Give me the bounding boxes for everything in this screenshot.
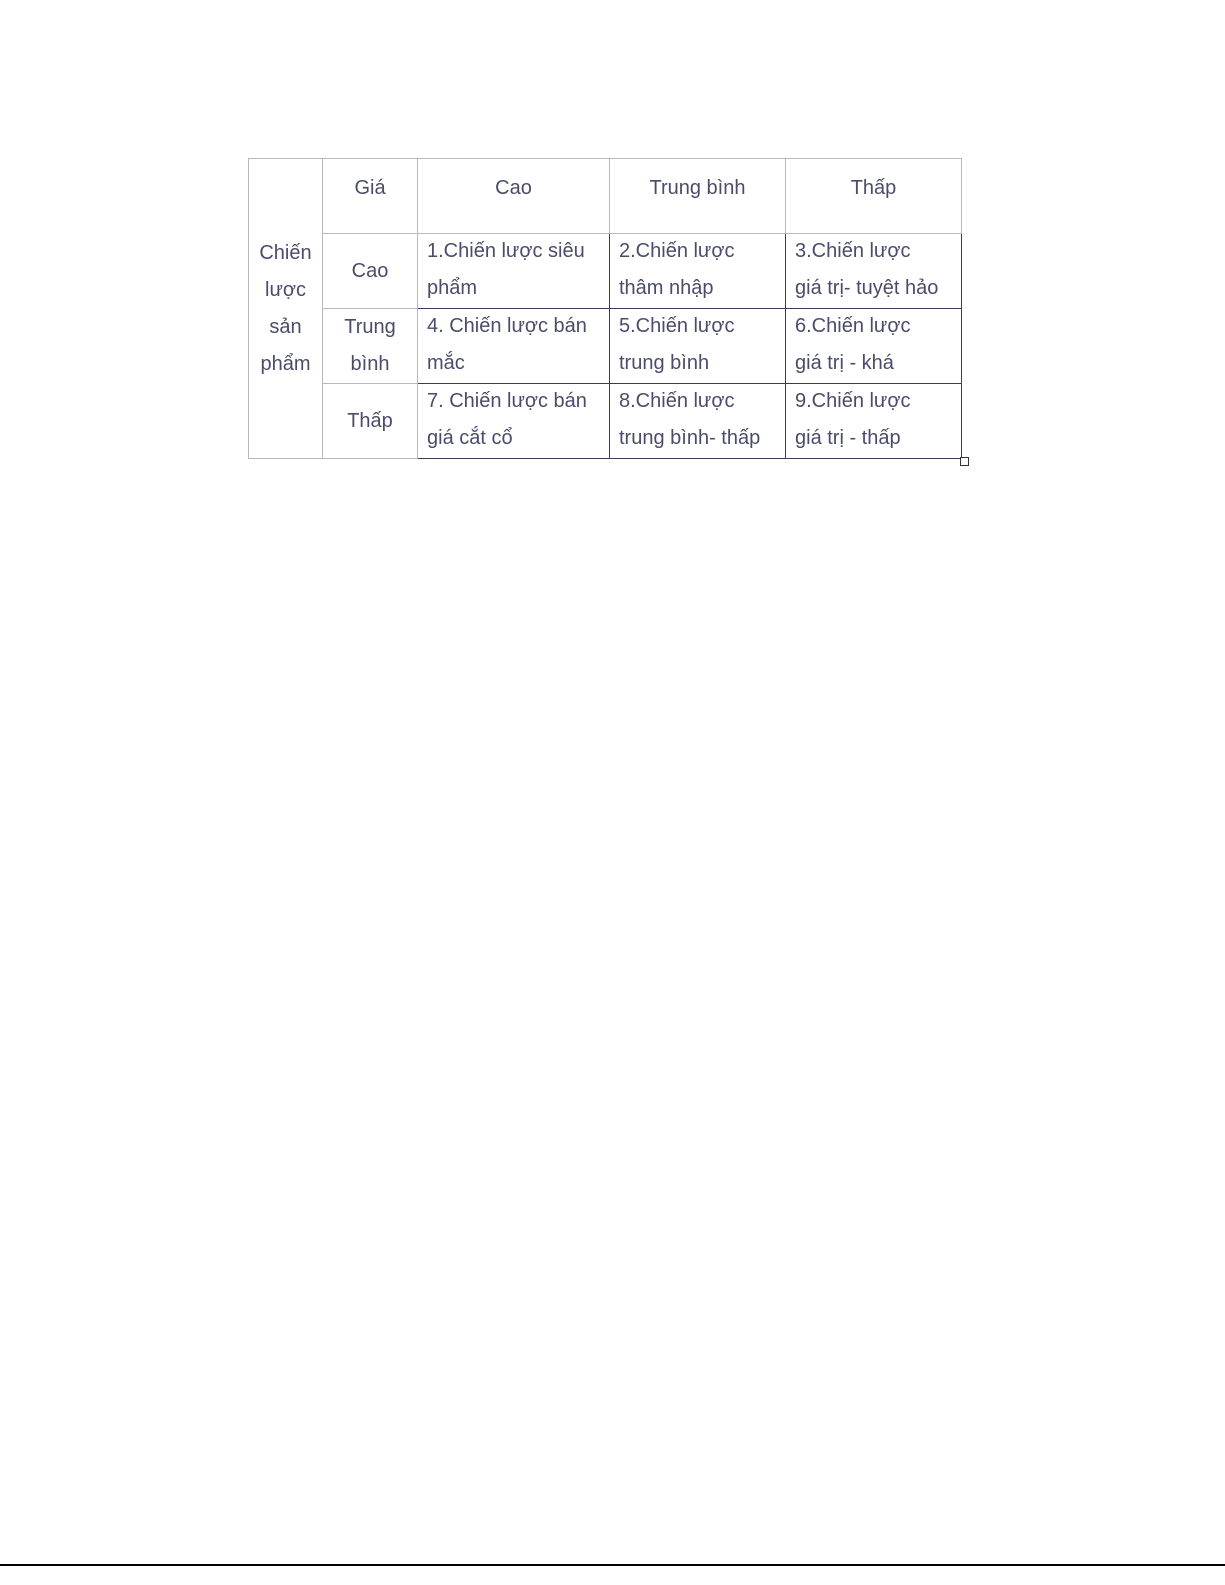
cell-line: giá cắt cổ [427, 427, 513, 449]
cell-line: 9.Chiến lược [795, 390, 911, 412]
table-row [249, 384, 962, 459]
strategy-cell [610, 234, 786, 309]
cell-line: thâm nhập [619, 277, 714, 299]
cell-line: giá trị- tuyệt hảo [795, 277, 939, 299]
axis-label-line: sản [269, 315, 302, 338]
cell-line: 7. Chiến lược bán [427, 390, 587, 412]
table-row [249, 234, 962, 309]
cell-line: giá trị - khá [795, 352, 894, 374]
column-header: Cao [418, 159, 610, 234]
column-header: Trung bình [610, 159, 786, 234]
cell-line: trung bình [619, 352, 710, 374]
row-header-line: Trung [344, 316, 396, 338]
table-row [249, 309, 962, 384]
row-header: Thấp [323, 384, 418, 459]
strategy-cell [786, 309, 962, 384]
axis-label-line: Chiến [259, 241, 312, 264]
cell-line: 1.Chiến lược siêu [427, 240, 585, 262]
cell-line: mắc [427, 352, 465, 374]
row-header: Cao [323, 234, 418, 309]
cell-line: 2.Chiến lược [619, 240, 735, 262]
strategy-cell [418, 234, 610, 309]
cell-line: 4. Chiến lược bán [427, 315, 587, 337]
cell-line: 3.Chiến lược [795, 240, 911, 262]
row-header-line: bình [350, 353, 390, 375]
cell-line: 5.Chiến lược [619, 315, 735, 337]
strategy-cell [610, 309, 786, 384]
header-row [249, 159, 962, 234]
cell-line: phẩm [427, 277, 478, 299]
cell-line: 6.Chiến lược [795, 315, 911, 337]
strategy-matrix-table [248, 158, 962, 459]
cell-line: trung bình- thấp [619, 427, 761, 449]
row-header [323, 309, 418, 384]
strategy-cell [786, 234, 962, 309]
axis-label-line: phẩm [260, 352, 311, 375]
column-header: Thấp [786, 159, 962, 234]
page-bottom-rule [0, 1564, 1225, 1566]
product-strategy-label [249, 159, 323, 459]
cell-line: 8.Chiến lược [619, 390, 735, 412]
strategy-cell [418, 309, 610, 384]
table-resize-handle[interactable] [960, 457, 969, 466]
strategy-cell [418, 384, 610, 459]
axis-label-line: lược [265, 278, 306, 301]
strategy-cell [786, 384, 962, 459]
strategy-cell [610, 384, 786, 459]
price-corner-header: Giá [323, 159, 418, 234]
cell-line: giá trị - thấp [795, 427, 901, 449]
